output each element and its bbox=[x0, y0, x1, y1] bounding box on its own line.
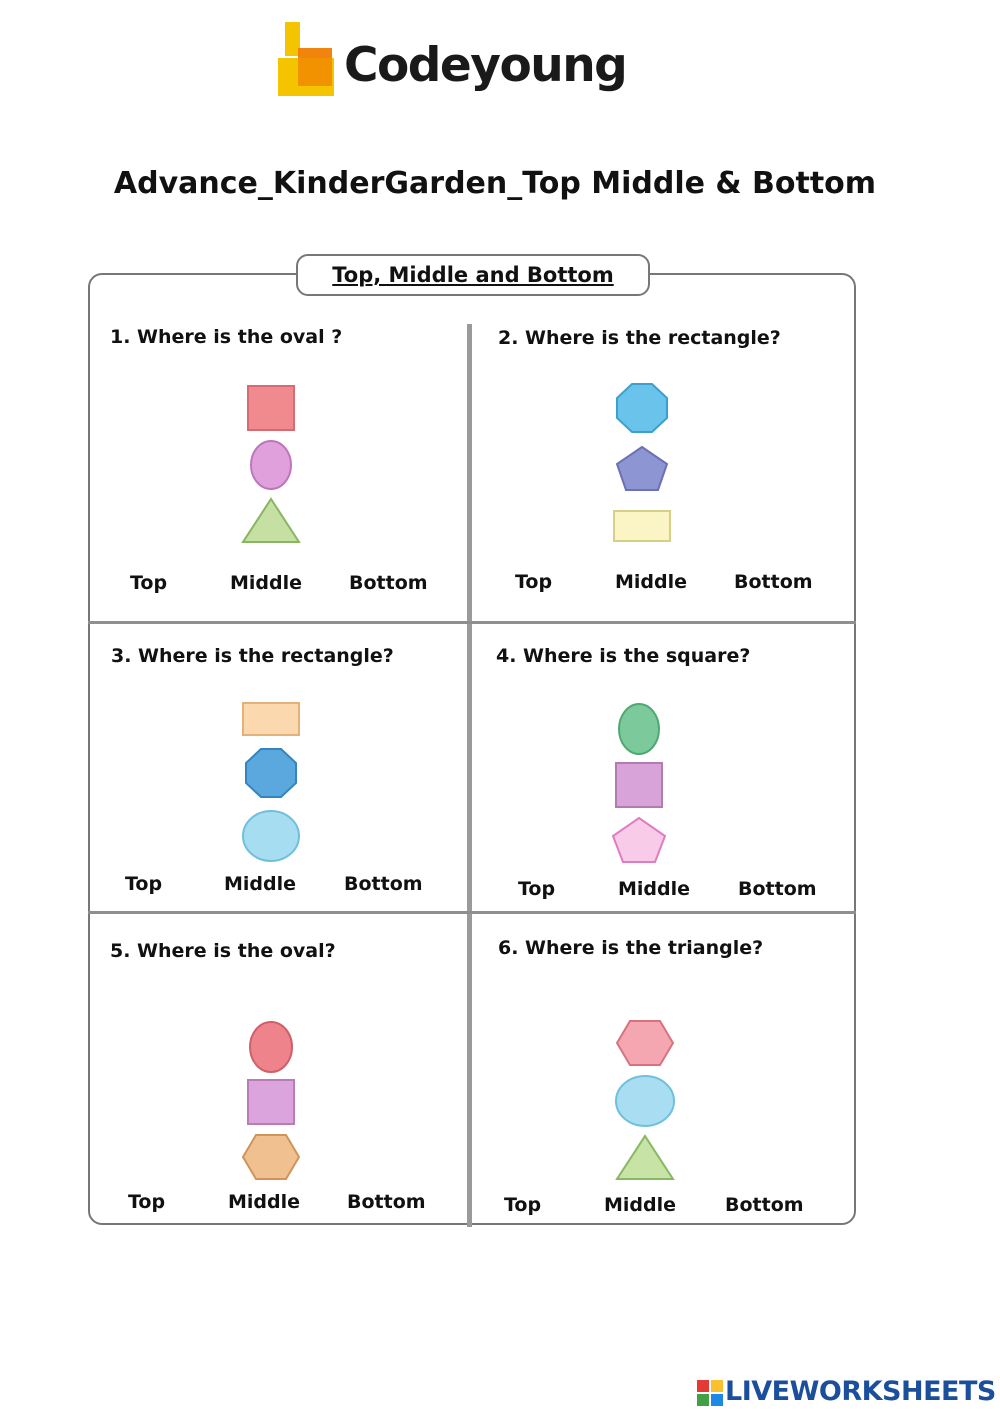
question-prompt: 4. Where is the square? bbox=[496, 645, 751, 667]
pentagon-icon bbox=[614, 444, 670, 492]
pentagon-icon bbox=[610, 815, 668, 865]
option-top[interactable]: Top bbox=[515, 571, 553, 593]
option-bottom[interactable]: Bottom bbox=[738, 878, 817, 900]
worksheet-frame bbox=[88, 273, 856, 1225]
option-middle[interactable]: Middle bbox=[228, 1191, 301, 1213]
liveworksheets-watermark bbox=[697, 1376, 997, 1410]
grid-divider-horizontal bbox=[88, 911, 856, 914]
worksheet-title-box bbox=[296, 254, 650, 296]
square-icon bbox=[245, 1078, 297, 1126]
question-prompt: 5. Where is the oval? bbox=[110, 940, 336, 962]
option-middle[interactable]: Middle bbox=[224, 873, 297, 895]
option-bottom[interactable]: Bottom bbox=[725, 1194, 804, 1216]
square-icon bbox=[613, 760, 665, 810]
square-icon bbox=[245, 384, 297, 432]
option-middle[interactable]: Middle bbox=[230, 572, 303, 594]
option-top[interactable]: Top bbox=[518, 878, 556, 900]
grid-divider-vertical bbox=[467, 324, 472, 1227]
option-top[interactable]: Top bbox=[125, 873, 163, 895]
brand-name: Codeyoung bbox=[344, 38, 627, 93]
liveworksheets-logo-icon bbox=[697, 1380, 723, 1406]
grid-divider-horizontal bbox=[88, 621, 856, 624]
question-prompt: 3. Where is the rectangle? bbox=[111, 645, 394, 667]
hexagon-icon bbox=[614, 1018, 676, 1068]
page-title: Advance_KinderGarden_Top Middle & Bottom bbox=[113, 166, 877, 201]
option-top[interactable]: Top bbox=[504, 1194, 542, 1216]
option-bottom[interactable]: Bottom bbox=[344, 873, 423, 895]
codeyoung-logo-icon bbox=[276, 22, 336, 98]
circle-icon bbox=[613, 1073, 677, 1129]
rectangle-icon bbox=[611, 508, 673, 544]
option-bottom[interactable]: Bottom bbox=[347, 1191, 426, 1213]
option-middle[interactable]: Middle bbox=[604, 1194, 677, 1216]
question-prompt: 1. Where is the oval ? bbox=[110, 326, 343, 348]
brand-logo bbox=[276, 22, 636, 108]
option-top[interactable]: Top bbox=[130, 572, 168, 594]
octagon-icon bbox=[243, 747, 299, 799]
option-top[interactable]: Top bbox=[128, 1191, 166, 1213]
oval-icon bbox=[247, 1019, 295, 1075]
option-middle[interactable]: Middle bbox=[615, 571, 688, 593]
rectangle-icon bbox=[240, 700, 302, 738]
question-prompt: 2. Where is the rectangle? bbox=[498, 327, 781, 349]
watermark-text: LIVEWORKSHEETS bbox=[725, 1376, 996, 1407]
option-middle[interactable]: Middle bbox=[618, 878, 691, 900]
question-prompt: 6. Where is the triangle? bbox=[498, 937, 764, 959]
triangle-icon bbox=[614, 1133, 676, 1183]
oval-icon bbox=[248, 438, 294, 492]
triangle-icon bbox=[240, 496, 302, 546]
octagon-icon bbox=[614, 382, 670, 434]
worksheet-title: Top, Middle and Bottom bbox=[332, 263, 614, 287]
option-bottom[interactable]: Bottom bbox=[734, 571, 813, 593]
hexagon-icon bbox=[240, 1132, 302, 1182]
circle-icon bbox=[240, 808, 302, 864]
option-bottom[interactable]: Bottom bbox=[349, 572, 428, 594]
oval-icon bbox=[616, 701, 662, 757]
